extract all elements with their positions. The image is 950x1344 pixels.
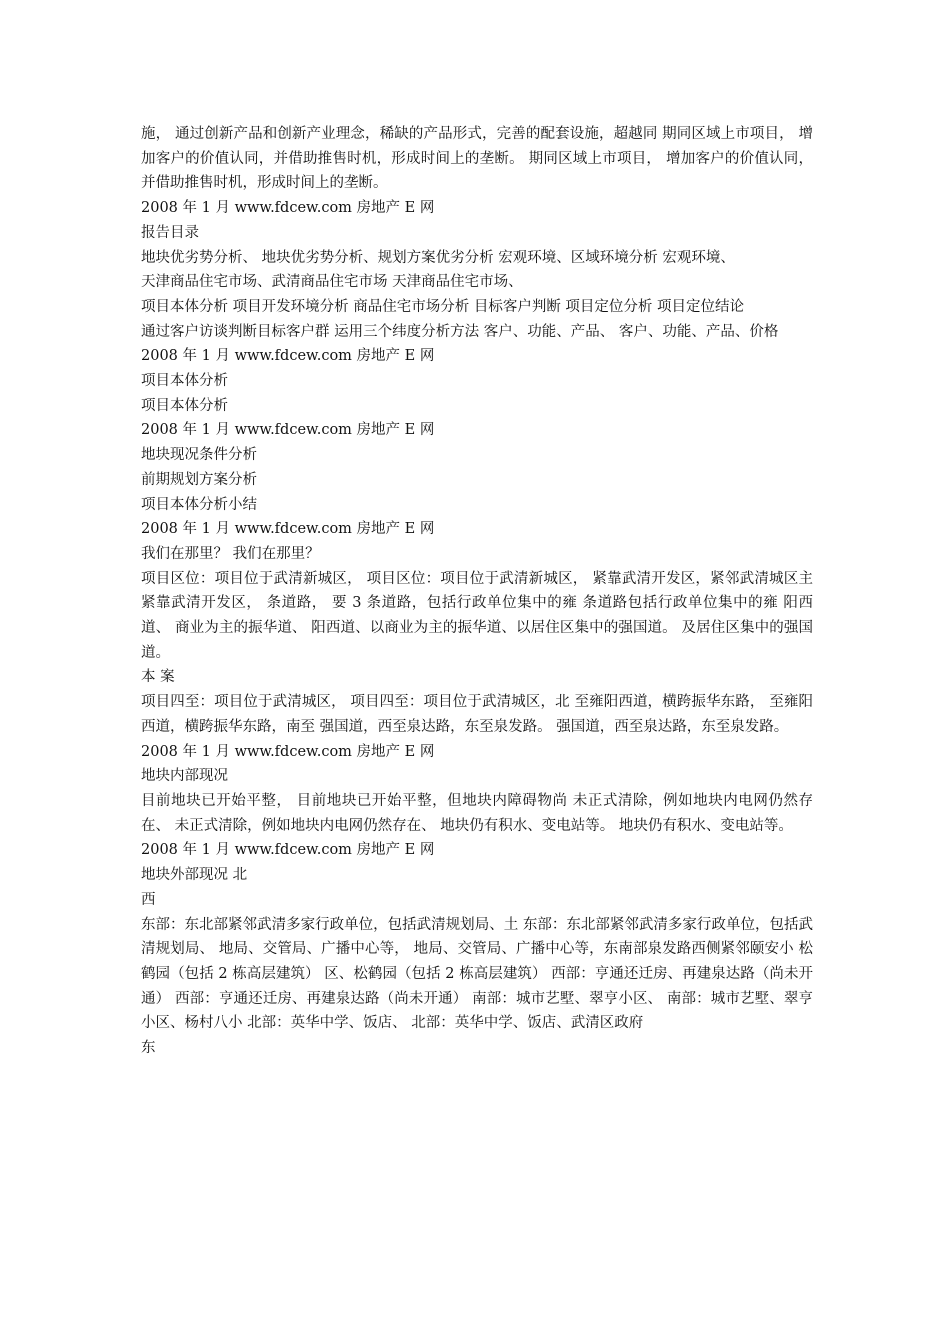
page-footer: 2008 年 1 月 www.fdcew.com 房地产 E 网 bbox=[141, 842, 435, 859]
list-item: 项目本体分析小结 bbox=[141, 496, 257, 513]
toc-paragraph: 项目本体分析 项目开发环境分析 商品住宅市场分析 目标客户判断 项目定位分析 项目定位结论 bbox=[141, 298, 745, 315]
map-label: 本 案 bbox=[141, 669, 175, 686]
map-label: 西 bbox=[141, 891, 156, 908]
boundary-paragraph: 项目四至：项目位于武清城区， 项目四至：项目位于武清城区，北 至雍阳西道，横跨振华东路， 至雍阳西道，横跨振华东路，南至 强国道，西至泉达路，东至泉发路。 强国道，西至泉达路，东至泉发路。 bbox=[141, 694, 813, 735]
list-item: 前期规划方案分析 bbox=[141, 471, 257, 488]
map-label: 东 bbox=[141, 1040, 156, 1057]
page-footer: 2008 年 1 月 www.fdcew.com 房地产 E 网 bbox=[141, 422, 435, 439]
toc-paragraph: 通过客户访谈判断目标客户群 运用三个纬度分析方法 客户、功能、产品、 客户、功能、产品、价格 bbox=[141, 323, 779, 340]
list-item: 地块现况条件分析 bbox=[141, 447, 257, 464]
intro-paragraph: 施， 通过创新产品和创新产业理念，稀缺的产品形式，完善的配套设施，超越同 期同区域上市项目， 增加客户的价值认同，并借助推售时机，形成时间上的垄断。 期同区域上市项目， 增加客户的价值认同，并借助推售时机，形成时间上的垄断。 bbox=[141, 126, 813, 192]
section-heading: 项目本体分析 bbox=[141, 373, 228, 390]
section-heading: 地块内部现况 bbox=[141, 768, 228, 785]
page-footer: 2008 年 1 月 www.fdcew.com 房地产 E 网 bbox=[141, 521, 435, 538]
toc-paragraph: 天津商品住宅市场、武清商品住宅市场 天津商品住宅市场、 bbox=[141, 274, 523, 291]
section-heading: 报告目录 bbox=[141, 224, 199, 241]
interior-status-paragraph: 目前地块已开始平整， 目前地块已开始平整，但地块内障碍物尚 未正式清除，例如地块内电网仍然存在、 未正式清除，例如地块内电网仍然存在、 地块仍有积水、变电站等。 地块仍有积水、变电站等。 bbox=[141, 792, 813, 834]
toc-paragraph: 地块优劣势分析、 地块优劣势分析、规划方案优劣分析 宏观环境、区域环境分析 宏观环境、 bbox=[141, 249, 735, 266]
section-heading: 地块外部现况 北 bbox=[141, 867, 248, 884]
location-paragraph: 项目区位：项目位于武清新城区， 项目区位：项目位于武清新城区， 紧靠武清开发区，紧邻武清城区主 紧靠武清开发区， 条道路， 要 3 条道路，包括行政单位集中的雍 条道路包括行政单位集中的雍 阳西道、 商业为主的振华道、 阳西道、以商业为主的振华道、以居住区集中的强国道。 及居住区集中的强国道。 bbox=[141, 570, 813, 661]
page-footer: 2008 年 1 月 www.fdcew.com 房地产 E 网 bbox=[141, 200, 435, 217]
section-heading: 项目本体分析 bbox=[141, 397, 228, 414]
page-footer: 2008 年 1 月 www.fdcew.com 房地产 E 网 bbox=[141, 348, 435, 365]
page-footer: 2008 年 1 月 www.fdcew.com 房地产 E 网 bbox=[141, 743, 435, 760]
exterior-status-paragraph: 东部：东北部紧邻武清多家行政单位，包括武清规划局、土 东部：东北部紧邻武清多家行政单位，包括武清规划局、 地局、交管局、广播中心等， 地局、交管局、广播中心等，东南部泉发路西侧紧邻颐安小 松鹤园（包括 2 栋高层建筑） 区、松鹤园（包括 2 栋高层建筑） 西部：亨通还迁房、再建泉达路（尚未开通） 西部：亨通还迁房、再建泉达路（尚未开通） 南部：城市艺墅、翠亨小区、 南部：城市艺墅、翠亨小区、杨村八小 北部：英华中学、饭店、 北部：英华中学、饭店、武清区政府 bbox=[141, 916, 813, 1032]
section-heading: 我们在那里？ 我们在那里？ bbox=[141, 545, 320, 562]
document-page bbox=[141, 122, 813, 1061]
